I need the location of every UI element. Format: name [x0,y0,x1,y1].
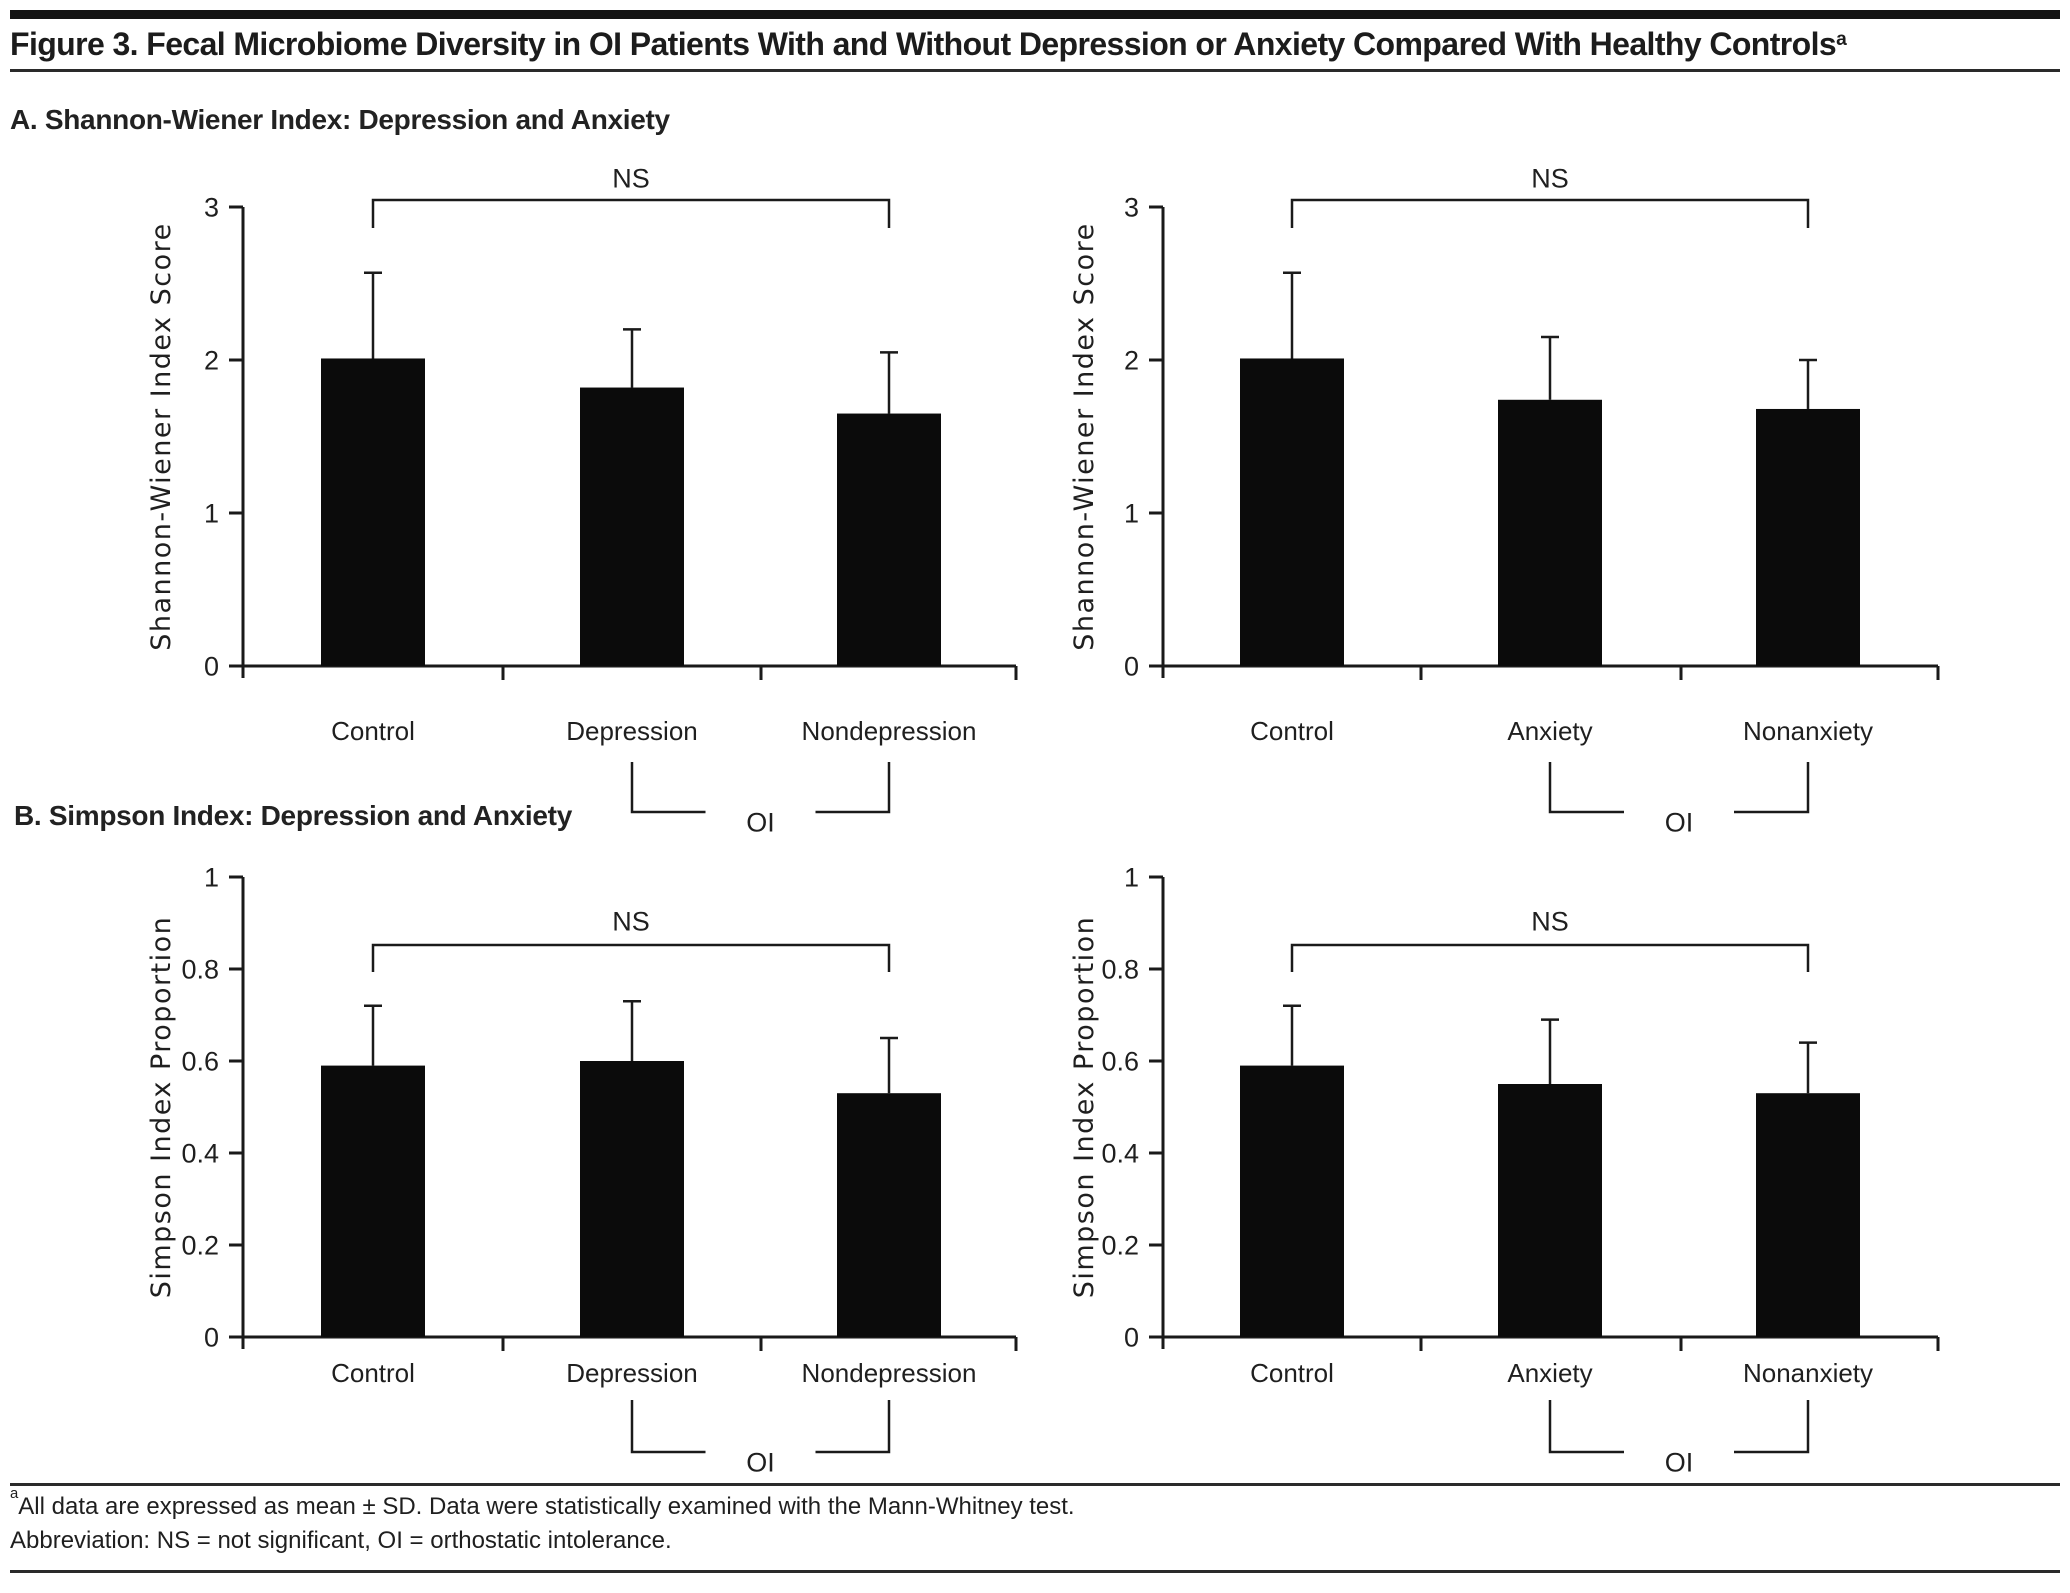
y-tick-label: 0.4 [1101,1138,1139,1169]
chart-simpson-depression [80,845,1060,1480]
x-category-label-nonanxiety: Nonanxiety [1742,716,1874,747]
y-axis-label: Simpson Index Proportion [146,915,177,1299]
y-tick-label: 1 [203,498,219,529]
oi-bracket-left [1550,762,1624,812]
x-category-label-nondepression: Nondepression [801,1358,977,1389]
panel-b-heading: B. Simpson Index: Depression and Anxiety [14,800,572,831]
bottom-rule [10,1570,2060,1573]
y-tick-label: 1 [1123,498,1139,529]
oi-label: OI [1664,1447,1694,1478]
ns-bracket [373,945,889,972]
y-tick-label: 0.8 [1101,954,1139,985]
y-tick-label: 0.4 [181,1138,219,1169]
bar-control [321,1066,425,1337]
bar-nondepression [837,1093,941,1337]
bar-depression [580,1061,684,1337]
bar-nonanxiety [1756,1093,1860,1337]
bar-control [1240,1066,1344,1337]
oi-bracket-right [1734,762,1808,812]
bar-control [321,358,425,666]
ns-bracket [373,200,889,228]
y-tick-label: 0 [203,1322,219,1353]
y-axis-label: Simpson Index Proportion [1069,915,1100,1299]
x-category-label-control: Control [1250,716,1334,747]
oi-label: OI [746,1447,775,1478]
y-tick-label: 0.8 [181,954,219,985]
x-category-label-depression: Depression [566,716,698,747]
x-category-label-anxiety: Anxiety [1507,1358,1593,1389]
y-tick-label: 1 [1123,862,1139,893]
oi-bracket-left [1550,1400,1624,1452]
top-rule-thick [10,10,2060,19]
footnote-line-1 [10,1486,1075,1521]
ns-label: NS [612,163,650,194]
y-tick-label: 3 [203,192,219,223]
bar-depression [580,388,684,666]
bar-nondepression [837,414,941,666]
y-tick-label: 2 [1123,345,1139,376]
oi-bracket-right [1734,1400,1808,1452]
ns-label: NS [1531,163,1569,194]
chart-simpson-anxiety [1040,845,2020,1480]
y-tick-label: 0.6 [181,1046,219,1077]
x-category-label-anxiety: Anxiety [1507,716,1593,747]
x-category-label-control: Control [331,716,415,747]
bar-control [1240,358,1344,666]
ns-label: NS [612,906,650,937]
figure-title-text: Figure 3. Fecal Microbiome Diversity in OI Patients With and Without Depression or Anxiety Compared With Healthy Controls [10,26,1837,62]
oi-label: OI [746,807,775,838]
ns-bracket [1292,945,1808,972]
chart-shannon-depression [80,145,1060,845]
oi-label: OI [1664,807,1694,838]
oi-bracket-right [816,762,890,812]
y-tick-label: 0 [1123,651,1139,682]
y-tick-label: 0.6 [1101,1046,1139,1077]
y-tick-label: 3 [1123,192,1139,223]
footnote-divider [10,1483,2060,1486]
footnote-text-1: All data are expressed as mean ± SD. Data were statistically examined with the Mann-Whitney test. [18,1493,1075,1520]
title-divider [10,69,2060,72]
oi-bracket-right [816,1400,890,1452]
bar-anxiety [1498,400,1602,666]
footnote-line-2: Abbreviation: NS = not significant, OI = orthostatic intolerance. [10,1527,672,1554]
y-tick-label: 0.2 [1101,1230,1139,1261]
y-axis-label: Shannon-Wiener Index Score [146,222,177,651]
oi-bracket-left [632,762,706,812]
x-category-label-control: Control [1250,1358,1334,1389]
footnote-marker: a [10,1486,19,1503]
x-category-label-depression: Depression [566,1358,698,1389]
y-tick-label: 0.2 [181,1230,219,1261]
oi-bracket-left [632,1400,706,1452]
y-axis-label: Shannon-Wiener Index Score [1069,222,1100,651]
y-tick-label: 2 [203,345,219,376]
y-tick-label: 1 [203,862,219,893]
x-category-label-nondepression: Nondepression [801,716,977,747]
y-tick-label: 0 [203,651,219,682]
chart-shannon-anxiety [1040,145,2020,845]
x-category-label-control: Control [331,1358,415,1389]
bar-anxiety [1498,1084,1602,1337]
x-category-label-nonanxiety: Nonanxiety [1742,1358,1874,1389]
title-footnote-marker: a [1836,29,1847,51]
ns-bracket [1292,200,1808,228]
panel-a-heading: A. Shannon-Wiener Index: Depression and Anxiety [10,104,670,135]
figure-title [10,26,2060,63]
bar-nonanxiety [1756,409,1860,666]
y-tick-label: 0 [1123,1322,1139,1353]
ns-label: NS [1531,906,1569,937]
